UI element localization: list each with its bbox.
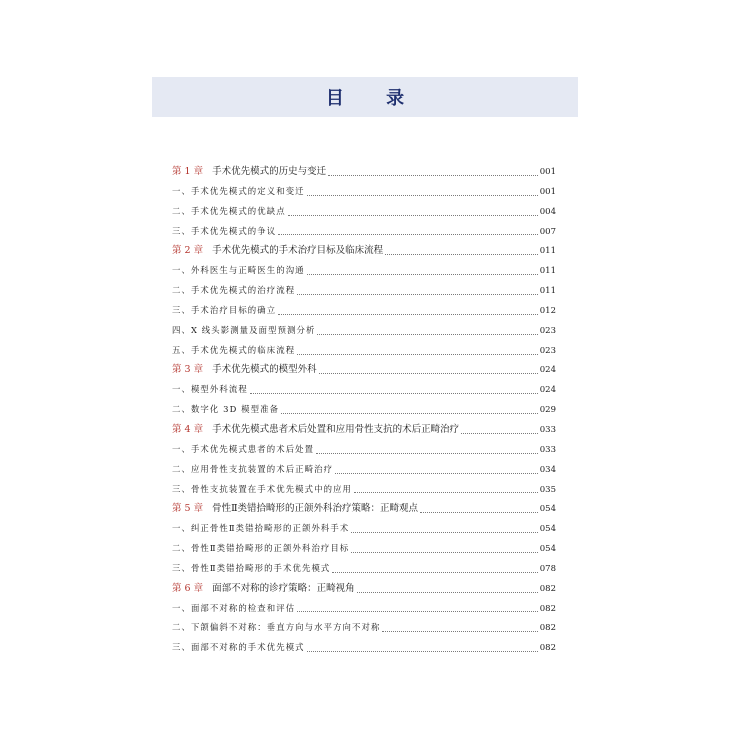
dot-leader bbox=[351, 551, 537, 553]
section-title: 二、应用骨性支抗装置的术后正畸治疗 bbox=[172, 463, 334, 474]
toc-chapter-entry[interactable] bbox=[172, 420, 556, 440]
chapter-number: 第 3 章 bbox=[172, 364, 204, 376]
page-number: 033 bbox=[539, 424, 556, 435]
dot-leader bbox=[250, 392, 538, 394]
toc-chapter-entry[interactable] bbox=[172, 499, 556, 519]
chapter-title: 手术优先模式的历史与变迁 bbox=[212, 166, 327, 177]
section-title: 二、下颌偏斜不对称：垂直方向与水平方向不对称 bbox=[172, 622, 381, 633]
section-title: 二、手术优先模式的优缺点 bbox=[172, 205, 286, 216]
page-number: 082 bbox=[539, 643, 556, 654]
section-title: 一、纠正骨性Ⅱ类错拾畸形的正颌外科手术 bbox=[172, 523, 350, 534]
toc-section-entry[interactable] bbox=[172, 182, 556, 202]
page-number: 078 bbox=[539, 563, 556, 574]
toc-section-entry[interactable] bbox=[172, 341, 556, 361]
section-title: 三、手术优先模式的争议 bbox=[172, 225, 277, 236]
page-number: 001 bbox=[539, 167, 556, 177]
page-number: 082 bbox=[539, 583, 556, 594]
chapter-title: 手术优先模式的手术治疗目标及临床流程 bbox=[212, 245, 384, 257]
dot-leader bbox=[335, 472, 538, 474]
dot-leader bbox=[317, 333, 537, 335]
section-title: 一、外科医生与正畸医生的沟通 bbox=[172, 265, 305, 276]
dot-leader bbox=[385, 253, 538, 255]
toc-section-entry[interactable] bbox=[172, 380, 556, 400]
section-title: 一、模型外科流程 bbox=[172, 384, 248, 395]
dot-leader bbox=[461, 432, 538, 434]
page-number: 029 bbox=[539, 405, 556, 416]
page-number: 082 bbox=[539, 603, 556, 614]
dot-leader bbox=[297, 353, 538, 355]
page-number: 011 bbox=[539, 246, 556, 257]
toc-title: 目 录 bbox=[325, 88, 423, 109]
chapter-number: 第 2 章 bbox=[172, 245, 204, 257]
toc-chapter-entry[interactable] bbox=[172, 360, 556, 380]
page-number: 004 bbox=[539, 206, 556, 217]
toc-section-entry[interactable] bbox=[172, 460, 556, 480]
dot-leader bbox=[278, 233, 538, 235]
page-number: 054 bbox=[539, 544, 556, 555]
page-number: 001 bbox=[539, 186, 556, 197]
toc-section-entry[interactable] bbox=[172, 222, 556, 242]
toc-title-band bbox=[152, 77, 578, 117]
chapter-title: 面部不对称的诊疗策略：正畸视角 bbox=[212, 582, 355, 594]
page-number: 082 bbox=[539, 623, 556, 634]
toc-section-entry[interactable] bbox=[172, 599, 556, 619]
chapter-title: 手术优先模式患者术后处置和应用骨性支抗的术后正畸治疗 bbox=[212, 423, 460, 435]
dot-leader bbox=[307, 194, 538, 196]
toc-section-entry[interactable] bbox=[172, 559, 556, 579]
toc-section-entry[interactable] bbox=[172, 281, 556, 301]
dot-leader bbox=[297, 610, 538, 612]
toc-list bbox=[172, 162, 556, 658]
dot-leader bbox=[297, 293, 538, 295]
chapter-title: 骨性Ⅱ类错拾畸形的正颌外科治疗策略：正畸观点 bbox=[212, 503, 419, 515]
section-title: 二、骨性Ⅱ类错拾畸形的正颌外科治疗目标 bbox=[172, 543, 350, 554]
chapter-number: 第 5 章 bbox=[172, 503, 204, 515]
toc-section-entry[interactable] bbox=[172, 321, 556, 341]
page-number: 035 bbox=[539, 484, 556, 495]
toc-chapter-entry[interactable] bbox=[172, 162, 556, 182]
dot-leader bbox=[319, 372, 538, 374]
toc-section-entry[interactable] bbox=[172, 440, 556, 460]
page-number: 011 bbox=[539, 286, 556, 297]
page-number: 033 bbox=[539, 444, 556, 455]
chapter-number: 第 6 章 bbox=[172, 582, 204, 594]
page-number: 034 bbox=[539, 464, 556, 475]
dot-leader bbox=[328, 174, 538, 176]
section-title: 一、手术优先模式患者的术后处置 bbox=[172, 443, 315, 454]
page-number: 054 bbox=[539, 524, 556, 535]
dot-leader bbox=[316, 452, 538, 454]
section-title: 四、X 线头影测量及面型预测分析 bbox=[172, 324, 316, 335]
section-title: 一、手术优先模式的定义和变迁 bbox=[172, 185, 305, 196]
dot-leader bbox=[307, 650, 538, 652]
toc-chapter-entry[interactable] bbox=[172, 579, 556, 599]
toc-section-entry[interactable] bbox=[172, 202, 556, 222]
dot-leader bbox=[278, 313, 538, 315]
dot-leader bbox=[420, 511, 538, 513]
toc-section-entry[interactable] bbox=[172, 261, 556, 281]
page-number: 024 bbox=[539, 385, 556, 396]
chapter-number: 第 1 章 bbox=[172, 166, 204, 177]
page-number: 024 bbox=[539, 365, 556, 376]
section-title: 三、骨性Ⅱ类错拾畸形的手术优先模式 bbox=[172, 562, 331, 573]
toc-section-entry[interactable] bbox=[172, 618, 556, 638]
toc-chapter-entry[interactable] bbox=[172, 241, 556, 261]
dot-leader bbox=[332, 571, 537, 573]
section-title: 三、手术治疗目标的确立 bbox=[172, 304, 277, 315]
dot-leader bbox=[382, 630, 537, 632]
dot-leader bbox=[351, 531, 537, 533]
page-number: 023 bbox=[539, 345, 556, 356]
section-title: 一、面部不对称的检查和评估 bbox=[172, 602, 296, 613]
section-title: 二、数字化 3D 模型准备 bbox=[172, 404, 280, 415]
dot-leader bbox=[281, 412, 538, 414]
section-title: 五、手术优先模式的临床流程 bbox=[172, 344, 296, 355]
toc-section-entry[interactable] bbox=[172, 301, 556, 321]
chapter-number: 第 4 章 bbox=[172, 423, 204, 435]
toc-section-entry[interactable] bbox=[172, 480, 556, 500]
toc-section-entry[interactable] bbox=[172, 539, 556, 559]
section-title: 三、骨性支抗装置在手术优先模式中的应用 bbox=[172, 483, 353, 494]
page-number: 023 bbox=[539, 325, 556, 336]
dot-leader bbox=[307, 273, 538, 275]
dot-leader bbox=[354, 491, 538, 493]
toc-section-entry[interactable] bbox=[172, 400, 556, 420]
page-number: 012 bbox=[539, 305, 556, 316]
page-number: 054 bbox=[539, 504, 556, 515]
dot-leader bbox=[288, 214, 538, 216]
toc-section-entry[interactable] bbox=[172, 638, 556, 658]
page-number: 007 bbox=[539, 226, 556, 237]
chapter-title: 手术优先模式的模型外科 bbox=[212, 364, 317, 376]
page-number: 011 bbox=[539, 266, 556, 277]
dot-leader bbox=[357, 591, 538, 593]
toc-section-entry[interactable] bbox=[172, 519, 556, 539]
section-title: 三、面部不对称的手术优先模式 bbox=[172, 642, 305, 653]
section-title: 二、手术优先模式的治疗流程 bbox=[172, 285, 296, 296]
